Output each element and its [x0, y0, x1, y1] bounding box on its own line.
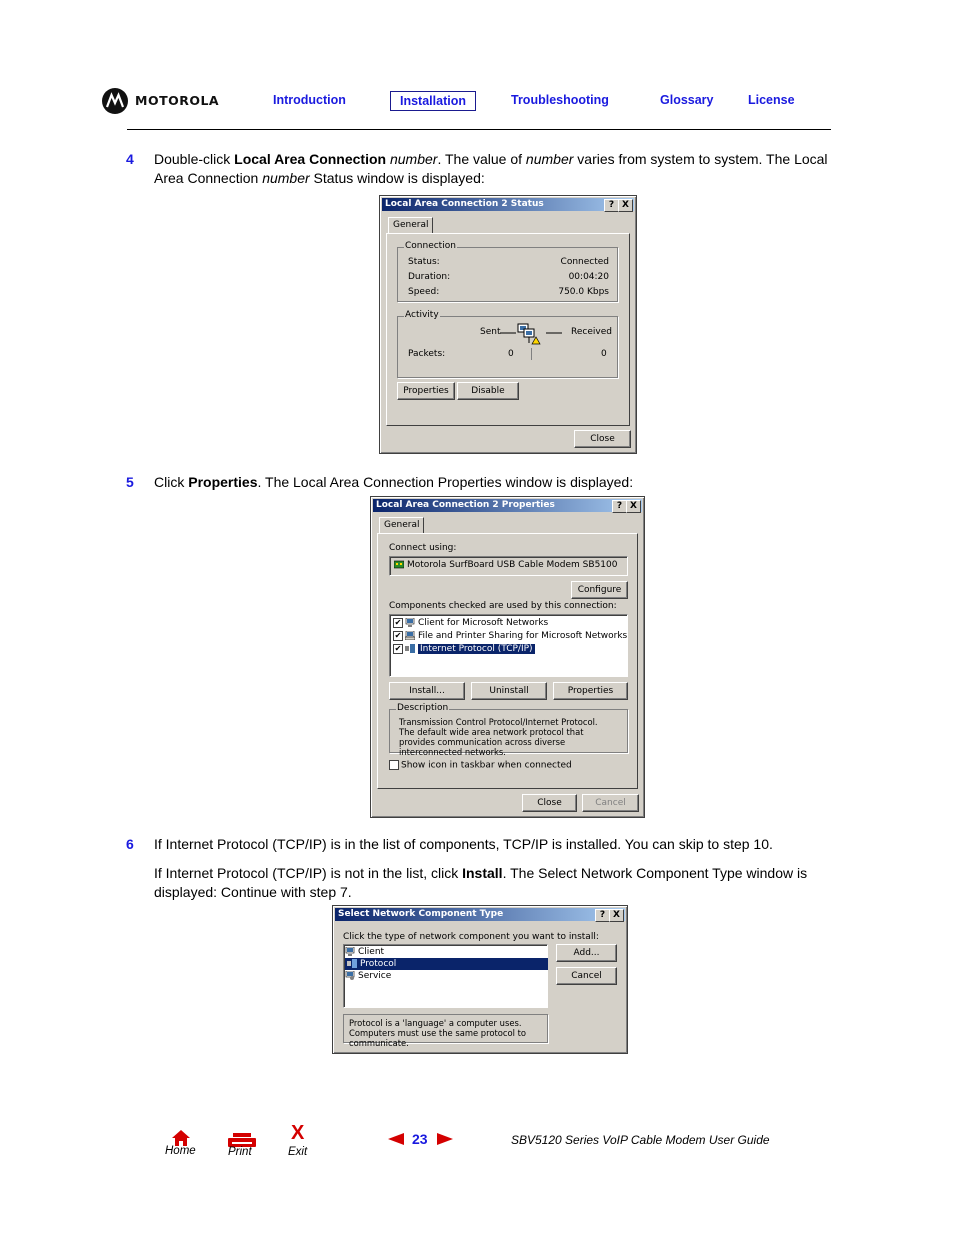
cancel-button[interactable]: Cancel	[556, 967, 617, 985]
activity-divider	[531, 348, 532, 360]
components-list[interactable]	[389, 614, 628, 677]
page-number: 23	[412, 1131, 428, 1147]
adapter-name: Motorola SurfBoard USB Cable Modem SB5100	[407, 560, 618, 570]
step-4-text: Double-click Local Area Connection number. The value of number varies from system to system. The Local Area Connection number Status window is displayed:	[154, 151, 828, 186]
properties-button[interactable]: Properties	[397, 382, 455, 400]
client-icon	[405, 618, 415, 627]
checkbox-checked-icon[interactable]: ✔	[394, 643, 402, 653]
group-label: Description	[397, 703, 449, 713]
network-activity-icon	[500, 320, 564, 346]
speed-label: Speed:	[408, 287, 440, 297]
properties-window	[370, 496, 645, 818]
close-icon[interactable]: X	[626, 500, 641, 513]
service-icon	[345, 971, 355, 980]
nav-introduction[interactable]: Introduction	[273, 93, 346, 107]
close-button[interactable]: Close	[522, 794, 577, 812]
packets-received-value: 0	[601, 349, 607, 359]
nav-glossary[interactable]: Glossary	[660, 93, 714, 107]
nav-license[interactable]: License	[748, 93, 795, 107]
step-number: 6	[126, 836, 134, 852]
uninstall-button[interactable]: Uninstall	[471, 682, 547, 700]
step-6-text: If Internet Protocol (TCP/IP) is in the list of components, TCP/IP is installed. You can skip to step 10.	[154, 836, 773, 852]
speed-value: 750.0 Kbps	[558, 287, 609, 297]
close-button[interactable]: Close	[574, 430, 631, 448]
status-window	[379, 195, 637, 454]
list-item[interactable]: Service	[345, 970, 391, 982]
checkbox-unchecked-icon[interactable]	[389, 760, 399, 770]
file-printer-sharing-icon	[405, 631, 415, 640]
duration-label: Duration:	[408, 272, 451, 282]
help-button[interactable]: ?	[595, 909, 610, 922]
description-box	[343, 1014, 548, 1048]
nav-installation[interactable]: Installation	[390, 91, 476, 111]
cancel-button: Cancel	[582, 794, 639, 812]
properties-window-titlebar	[373, 499, 642, 512]
help-button[interactable]: ?	[612, 500, 627, 513]
checkbox-checked-icon[interactable]: ✔	[394, 617, 402, 627]
step-number: 5	[126, 474, 134, 490]
component-type-list[interactable]	[343, 944, 548, 1008]
disable-button[interactable]: Disable	[457, 382, 519, 400]
network-adapter-icon	[394, 560, 404, 569]
add-button[interactable]: Add...	[556, 944, 617, 962]
close-icon[interactable]: X	[618, 199, 633, 212]
home-label[interactable]: Home	[165, 1145, 196, 1157]
description-group	[389, 703, 628, 757]
description-text: Protocol is a 'language' a computer uses. Computers must use the same protocol to communicate.	[349, 1018, 527, 1048]
install-button[interactable]: Install...	[389, 682, 465, 700]
packets-sent-value: 0	[508, 349, 514, 359]
window-title: Local Area Connection 2 Properties	[376, 500, 555, 510]
tab-general[interactable]: General	[388, 217, 433, 233]
window-title: Local Area Connection 2 Status	[385, 199, 544, 209]
tab-general[interactable]: General	[379, 517, 424, 533]
window-title: Select Network Component Type	[338, 909, 504, 919]
nav-troubleshooting[interactable]: Troubleshooting	[511, 93, 609, 107]
general-panel	[386, 233, 630, 426]
list-item[interactable]: ✔ File and Printer Sharing for Microsoft Networks	[394, 630, 628, 641]
step-number: 4	[126, 151, 134, 167]
motorola-batwing-icon	[102, 88, 128, 114]
components-label: Components checked are used by this connection:	[389, 601, 617, 611]
description-text: Transmission Control Protocol/Internet Protocol. The default wide area network protocol that provides communication across diverse interconnected networks.	[399, 717, 598, 757]
step-5-text: Click Properties. The Local Area Connection Properties window is displayed:	[154, 474, 634, 490]
group-label: Connection	[405, 241, 456, 251]
list-item-selected[interactable]: Protocol	[345, 958, 548, 970]
list-item[interactable]: ✔ Client for Microsoft Networks	[394, 617, 549, 628]
packets-label: Packets:	[408, 349, 446, 359]
close-icon[interactable]: X	[609, 909, 624, 922]
next-page-icon[interactable]	[437, 1133, 453, 1145]
configure-button[interactable]: Configure	[571, 581, 628, 599]
select-window-titlebar	[335, 908, 625, 921]
status-value: Connected	[560, 257, 609, 267]
connection-group	[397, 241, 618, 302]
previous-page-icon[interactable]	[388, 1133, 404, 1145]
connect-using-label: Connect using:	[389, 543, 457, 553]
activity-group	[397, 310, 618, 378]
status-label: Status:	[408, 257, 440, 267]
exit-label[interactable]: Exit	[288, 1146, 308, 1158]
sent-label: Sent	[480, 327, 501, 337]
header-divider	[127, 129, 831, 130]
checkbox-checked-icon[interactable]: ✔	[394, 630, 402, 640]
duration-value: 00:04:20	[568, 272, 609, 282]
protocol-icon	[347, 959, 357, 968]
component-properties-button[interactable]: Properties	[553, 682, 628, 700]
list-item[interactable]: Client	[345, 946, 384, 958]
prompt-label: Click the type of network component you want to install:	[343, 932, 599, 942]
help-button[interactable]: ?	[604, 199, 619, 212]
step-6-text-install: If Internet Protocol (TCP/IP) is not in the list, click Install. The Select Network Component Type window is displayed: Continue with step 7.	[154, 865, 808, 900]
group-label: Activity	[405, 310, 439, 320]
received-label: Received	[571, 327, 612, 337]
general-panel	[377, 533, 638, 789]
client-icon	[345, 947, 355, 956]
exit-icon[interactable]: X	[291, 1122, 305, 1144]
logo-wordmark: MOTOROLA	[135, 93, 220, 108]
motorola-logo	[102, 88, 232, 116]
select-component-window	[332, 905, 628, 1054]
adapter-field	[389, 556, 628, 576]
show-icon-option[interactable]: Show icon in taskbar when connected	[389, 760, 572, 771]
guide-title: SBV5120 Series VoIP Cable Modem User Guide	[511, 1133, 770, 1147]
status-window-titlebar	[382, 198, 634, 211]
print-label[interactable]: Print	[228, 1146, 252, 1158]
protocol-icon	[405, 644, 415, 653]
list-item[interactable]: ✔ Internet Protocol (TCP/IP)	[394, 643, 533, 654]
